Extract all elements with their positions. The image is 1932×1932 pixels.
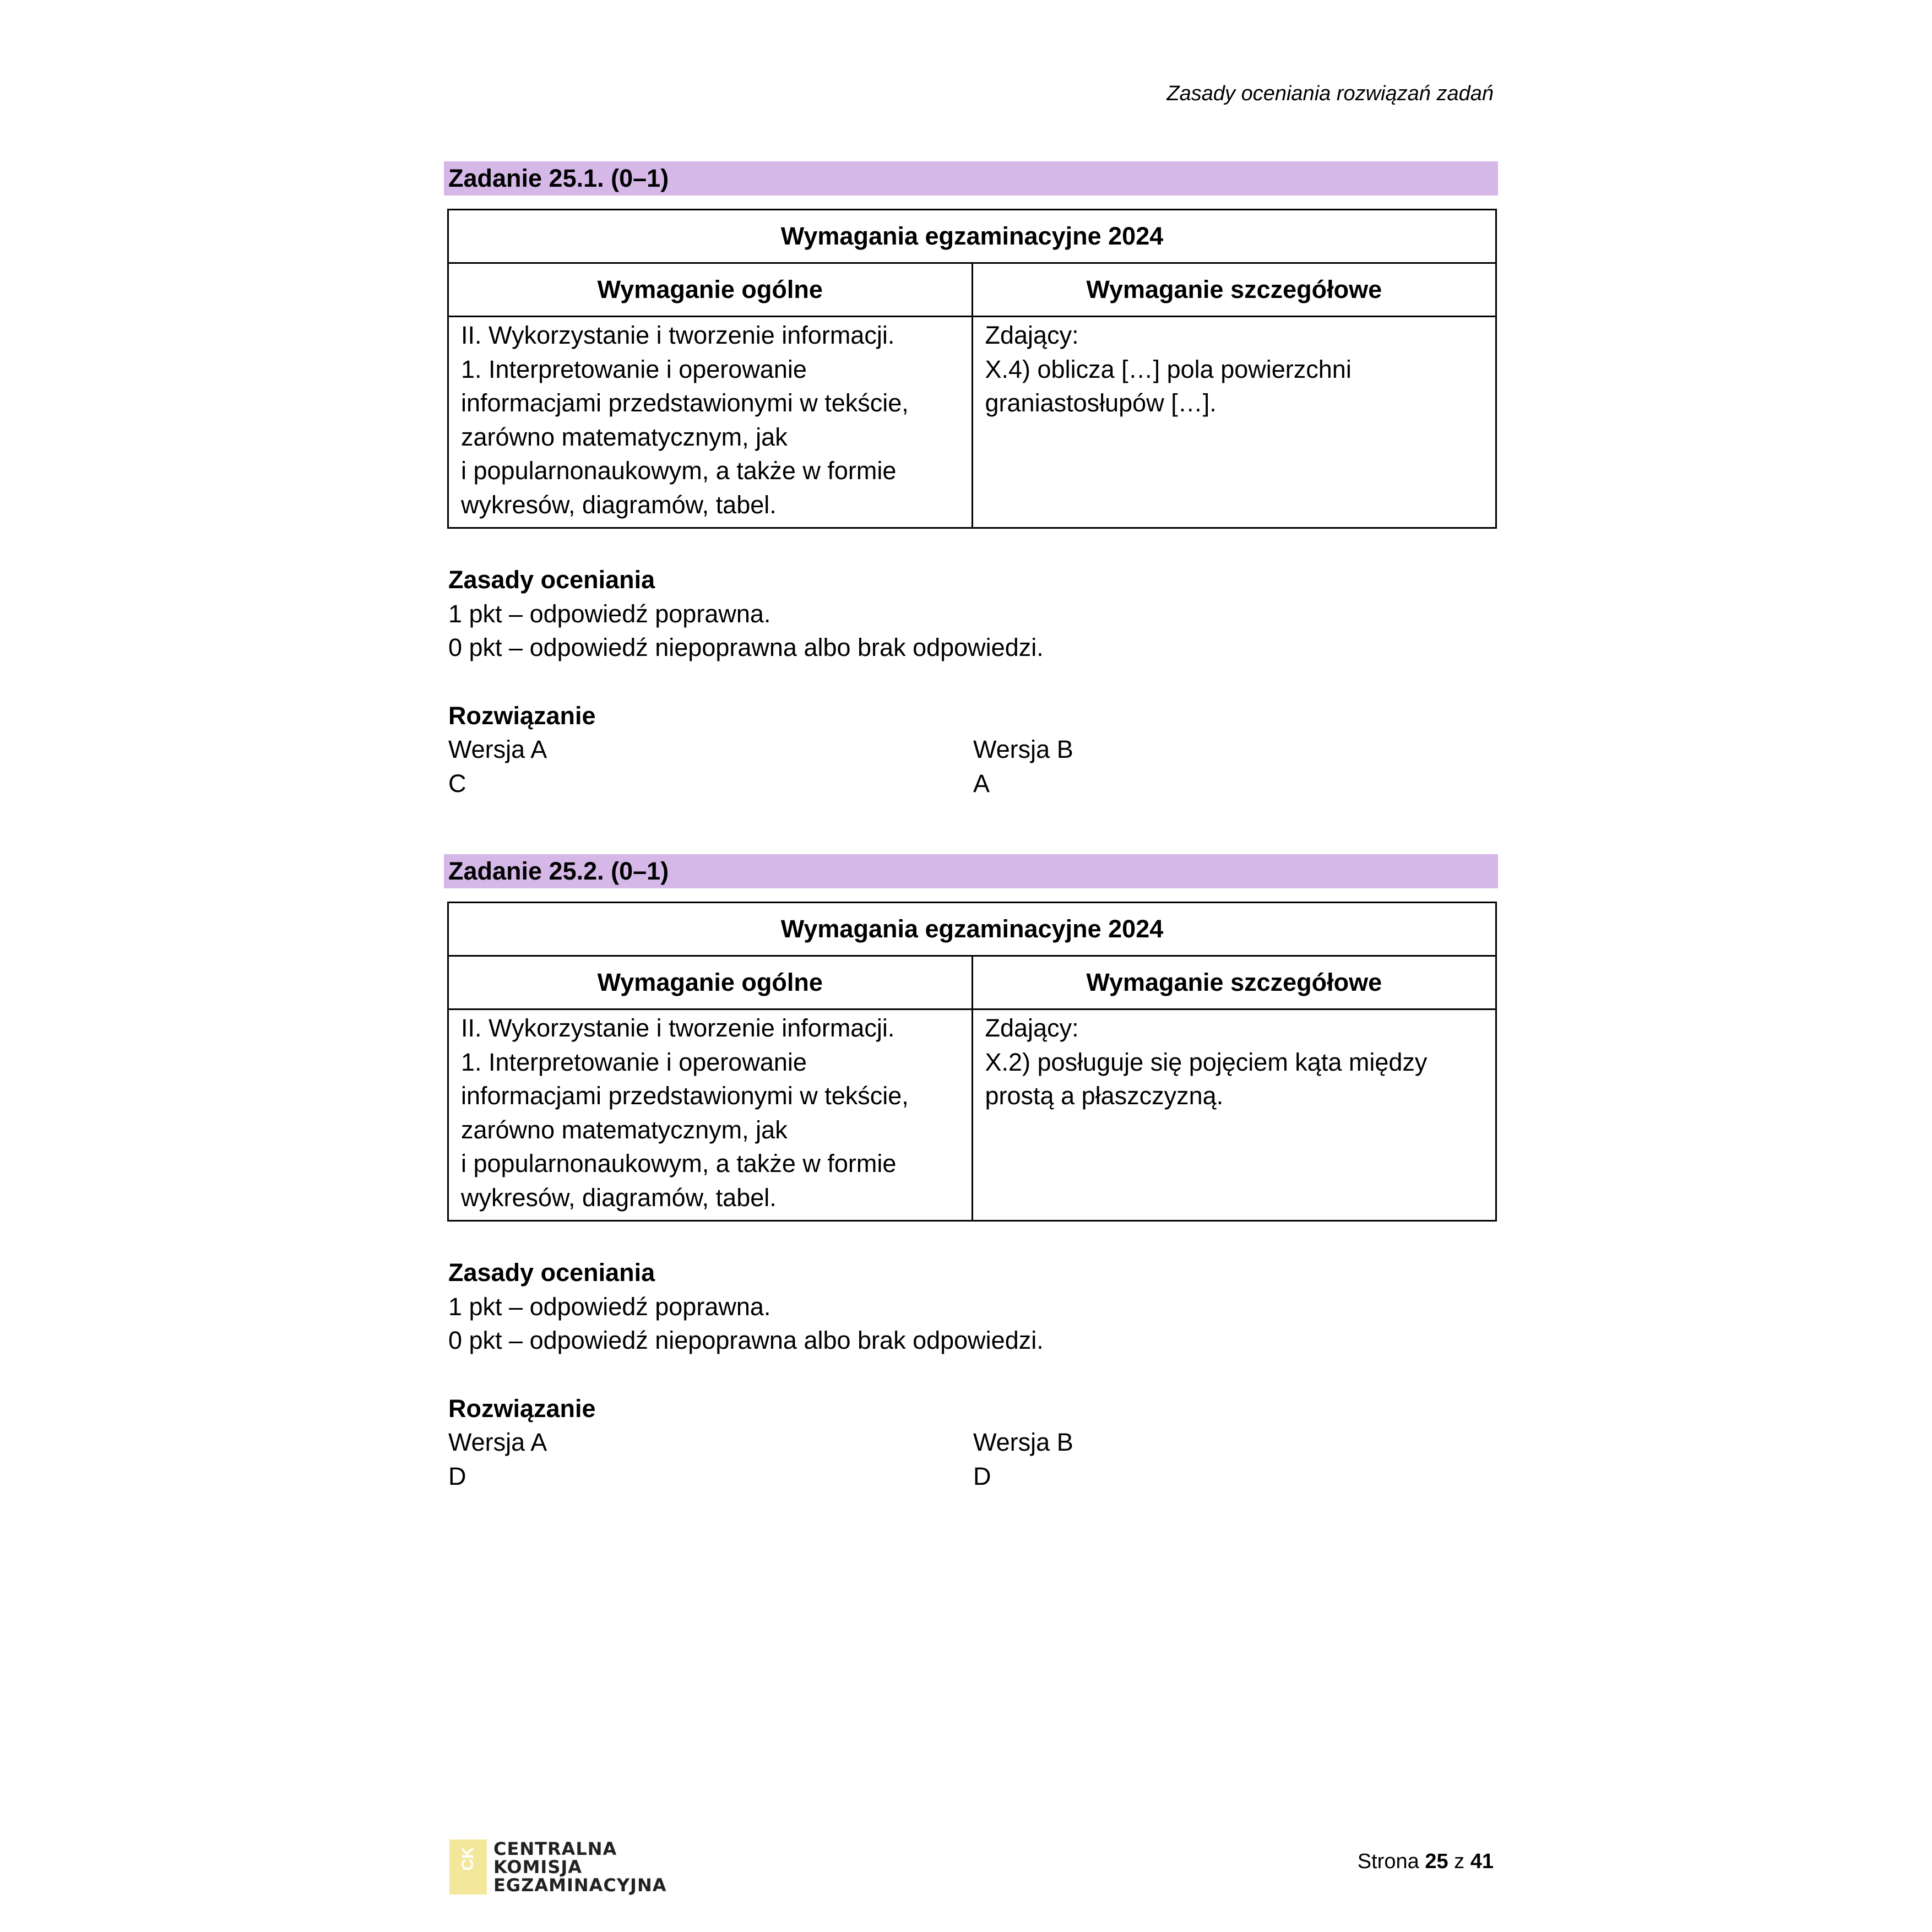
detailed-line: Zdający: <box>985 1014 1079 1042</box>
grading-rule: 0 pkt – odpowiedź niepoprawna albo brak odpowiedzi. <box>448 1326 1044 1354</box>
grading-title: Zasady oceniania <box>448 566 655 594</box>
page-prefix: Strona <box>1357 1850 1419 1873</box>
general-line: wykresów, diagramów, tabel. <box>461 1183 777 1212</box>
general-line: wykresów, diagramów, tabel. <box>461 490 777 519</box>
column-header-general: Wymaganie ogólne <box>448 956 973 1010</box>
column-header-detailed: Wymaganie szczegółowe <box>972 956 1496 1010</box>
general-line: zarówno matematycznym, jak <box>461 1115 788 1144</box>
version-b <box>973 732 1498 800</box>
page-number <box>1358 1845 1494 1878</box>
solution-title: Rozwiązanie <box>448 701 596 730</box>
cke-logo <box>449 1839 667 1895</box>
general-line: II. Wykorzystanie i tworzenie informacji. <box>461 1014 895 1042</box>
version-a-label: Wersja A <box>448 735 547 763</box>
cke-logo-mark-text: CK <box>459 1847 477 1871</box>
general-line: II. Wykorzystanie i tworzenie informacji. <box>461 321 895 349</box>
grading-section <box>448 1256 1498 1358</box>
version-b-answer: A <box>973 769 990 797</box>
version-a <box>448 1425 973 1493</box>
version-a-label: Wersja A <box>448 1428 547 1456</box>
general-requirement-cell <box>448 317 973 528</box>
logo-line: CENTRALNA <box>493 1838 617 1859</box>
version-a <box>448 732 973 800</box>
grading-rule: 0 pkt – odpowiedź niepoprawna albo brak odpowiedzi. <box>448 633 1044 661</box>
table-caption: Wymagania egzaminacyjne 2024 <box>448 210 1496 263</box>
requirements-table <box>447 902 1497 1222</box>
table-caption: Wymagania egzaminacyjne 2024 <box>448 903 1496 956</box>
version-b-label: Wersja B <box>973 735 1073 763</box>
logo-line: KOMISJA <box>493 1856 583 1877</box>
column-header-detailed: Wymaganie szczegółowe <box>972 263 1496 317</box>
page-sep: z <box>1454 1850 1465 1873</box>
column-header-general: Wymaganie ogólne <box>448 263 973 317</box>
version-b <box>973 1425 1498 1493</box>
detailed-requirement-cell <box>972 1010 1496 1221</box>
general-line: i popularnonaukowym, a także w formie <box>461 1149 897 1177</box>
solution-section <box>448 699 1498 801</box>
grading-title: Zasady oceniania <box>448 1258 655 1287</box>
requirements-table <box>447 209 1497 529</box>
task-25-1 <box>444 161 1498 800</box>
logo-line: EGZAMINACYJNA <box>493 1874 667 1896</box>
task-title: Zadanie 25.1. (0–1) <box>444 161 1498 196</box>
detailed-line: Zdający: <box>985 321 1079 349</box>
general-line: 1. Interpretowanie i operowanie <box>461 1048 807 1076</box>
version-b-answer: D <box>973 1462 991 1490</box>
grading-rule: 1 pkt – odpowiedź poprawna. <box>448 1292 771 1321</box>
cke-logo-text <box>493 1840 667 1895</box>
general-requirement-cell <box>448 1010 973 1221</box>
solution-title: Rozwiązanie <box>448 1394 596 1423</box>
detailed-requirement-cell <box>972 317 1496 528</box>
grading-rule: 1 pkt – odpowiedź poprawna. <box>448 599 771 628</box>
general-line: zarówno matematycznym, jak <box>461 422 788 451</box>
detailed-line: prostą a płaszczyzną. <box>985 1082 1224 1110</box>
version-a-answer: D <box>448 1462 466 1490</box>
general-line: 1. Interpretowanie i operowanie <box>461 355 807 383</box>
task-title: Zadanie 25.2. (0–1) <box>444 854 1498 888</box>
detailed-line: X.2) posługuje się pojęciem kąta między <box>985 1048 1428 1076</box>
solution-section <box>448 1392 1498 1494</box>
general-line: informacjami przedstawionymi w tekście, <box>461 1082 909 1110</box>
detailed-line: X.4) oblicza […] pola powierzchni <box>985 355 1352 383</box>
detailed-line: graniastosłupów […]. <box>985 389 1217 417</box>
running-header: Zasady oceniania rozwiązań zadań <box>1166 82 1494 105</box>
task-25-2 <box>444 854 1498 1493</box>
general-line: i popularnonaukowym, a także w formie <box>461 457 897 485</box>
version-a-answer: C <box>448 769 466 797</box>
cke-logo-mark <box>449 1839 487 1895</box>
page-current: 25 <box>1425 1850 1448 1873</box>
version-b-label: Wersja B <box>973 1428 1073 1456</box>
grading-section <box>448 563 1498 665</box>
page-total: 41 <box>1470 1850 1494 1873</box>
general-line: informacjami przedstawionymi w tekście, <box>461 389 909 417</box>
